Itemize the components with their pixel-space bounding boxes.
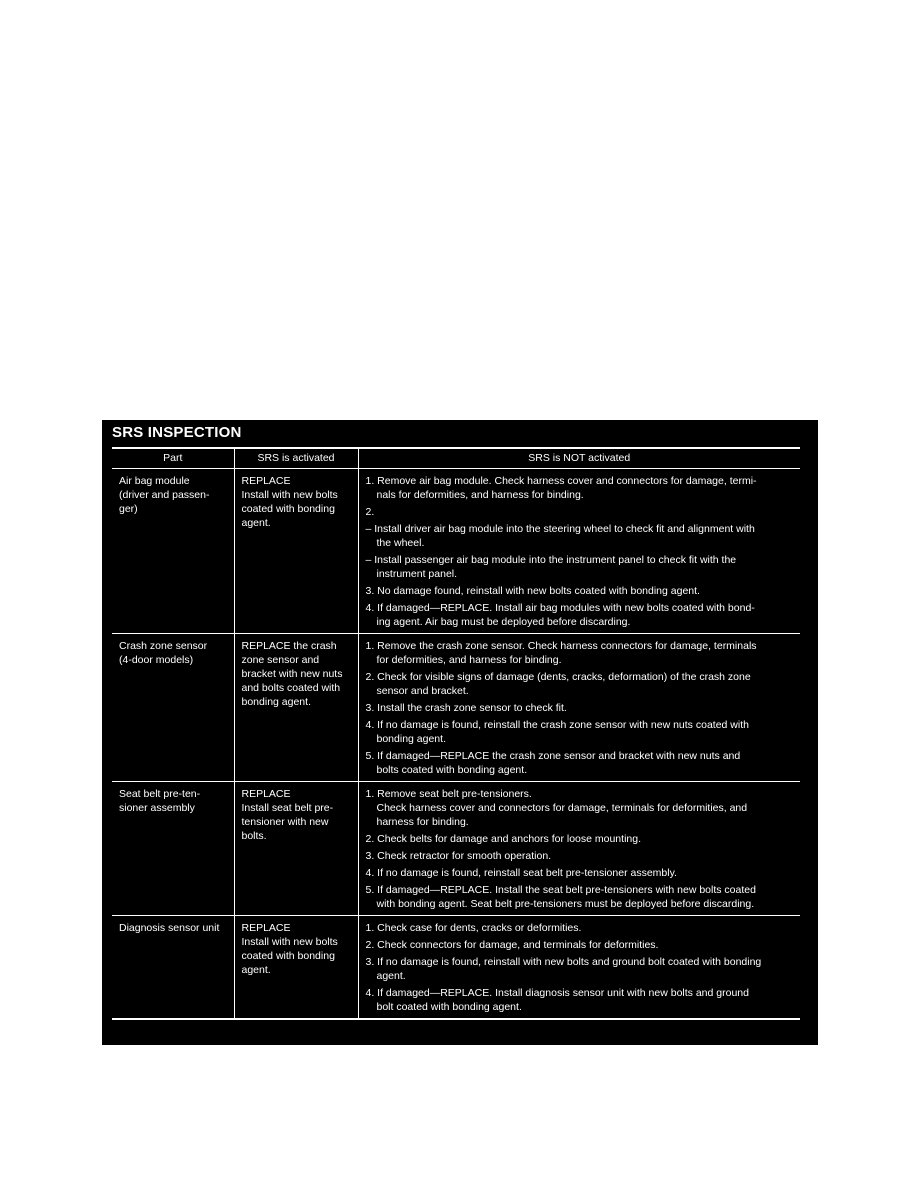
inspection-step: 4. If no damage is found, reinstall seat belt pre-tensioner assembly.: [365, 867, 677, 879]
activated-cell: [234, 916, 358, 1020]
activated-cell: [234, 634, 358, 782]
inspection-step: 5. If damaged—REPLACE the crash zone sensor and bracket with new nuts and bolts coated with bonding agent.: [365, 750, 741, 776]
not-activated-cell: [358, 634, 800, 782]
table-row: [112, 782, 800, 916]
not-activated-cell: [358, 916, 800, 1020]
inspection-step: 4. If no damage is found, reinstall the crash zone sensor with new nuts coated with bonding agent.: [365, 719, 749, 745]
header-srs-not-activated: SRS is NOT activated: [358, 448, 800, 469]
part-name: Diagnosis sensor unit: [119, 922, 220, 934]
inspection-steps: [366, 474, 796, 629]
table-row: [112, 469, 800, 634]
part-cell: [112, 782, 234, 916]
inspection-step: 5. If damaged—REPLACE. Install the seat belt pre-tensioners with new bolts coated with bonding agent. Seat belt pre-tensioners must be deployed before discarding.: [365, 884, 756, 910]
panel-title: SRS INSPECTION: [112, 424, 242, 441]
table-header-row: [112, 448, 800, 469]
activated-cell: [234, 782, 358, 916]
table-row: [112, 916, 800, 1020]
inspection-steps: [366, 921, 796, 1014]
header-part: Part: [112, 448, 234, 469]
inspection-step: 2. Check connectors for damage, and terminals for deformities.: [365, 939, 659, 951]
inspection-step: 2.: [365, 506, 375, 518]
part-cell: [112, 916, 234, 1020]
table-row: [112, 634, 800, 782]
inspection-step: – Install passenger air bag module into the instrument panel to check fit with the instrument panel.: [365, 554, 737, 580]
not-activated-cell: [358, 782, 800, 916]
inspection-step: 4. If damaged—REPLACE. Install diagnosis sensor unit with new bolts and ground bolt coated with bonding agent.: [365, 987, 749, 1013]
header-srs-activated: SRS is activated: [234, 448, 358, 469]
srs-inspection-panel: [102, 420, 818, 1045]
part-cell: [112, 469, 234, 634]
inspection-step: 2. Check for visible signs of damage (dents, cracks, deformation) of the crash zone sensor and bracket.: [365, 671, 751, 697]
activated-action: REPLACE the crash zone sensor and bracket with new nuts and bolts coated with bonding agent.: [241, 640, 343, 708]
inspection-step: – Install driver air bag module into the steering wheel to check fit and alignment with the wheel.: [365, 523, 755, 549]
inspection-step: 2. Check belts for damage and anchors for loose mounting.: [365, 833, 641, 845]
inspection-step: 1. Remove air bag module. Check harness cover and connectors for damage, termi- nals for deformities, and harness for binding.: [365, 475, 757, 501]
inspection-steps: [366, 639, 796, 777]
srs-inspection-table: [112, 447, 800, 1020]
inspection-step: 1. Remove the crash zone sensor. Check harness connectors for damage, terminals for deformities, and harness for binding.: [365, 640, 757, 666]
inspection-steps: [366, 787, 796, 911]
part-name: Air bag module (driver and passen- ger): [119, 475, 210, 515]
part-cell: [112, 634, 234, 782]
inspection-step: 3. Check retractor for smooth operation.: [365, 850, 552, 862]
part-name: Seat belt pre-ten- sioner assembly: [119, 788, 201, 814]
inspection-step: 3. If no damage is found, reinstall with new bolts and ground bolt coated with bonding agent.: [365, 956, 762, 982]
activated-action: REPLACE Install with new bolts coated with bonding agent.: [241, 475, 338, 529]
inspection-step: 4. If damaged—REPLACE. Install air bag modules with new bolts coated with bond- ing agent. Air bag must be deployed before discarding.: [365, 602, 755, 628]
activated-action: REPLACE Install with new bolts coated with bonding agent.: [241, 922, 338, 976]
inspection-step: 1. Remove seat belt pre-tensioners. Check harness cover and connectors for damage, terminals for deformities, and harness for binding.: [365, 788, 748, 828]
inspection-step: 3. No damage found, reinstall with new bolts coated with bonding agent.: [365, 585, 700, 597]
inspection-step: 3. Install the crash zone sensor to check fit.: [365, 702, 567, 714]
part-name: Crash zone sensor (4-door models): [119, 640, 208, 666]
activated-cell: [234, 469, 358, 634]
not-activated-cell: [358, 469, 800, 634]
inspection-step: 1. Check case for dents, cracks or deformities.: [365, 922, 582, 934]
activated-action: REPLACE Install seat belt pre- tensioner with new bolts.: [241, 788, 334, 842]
